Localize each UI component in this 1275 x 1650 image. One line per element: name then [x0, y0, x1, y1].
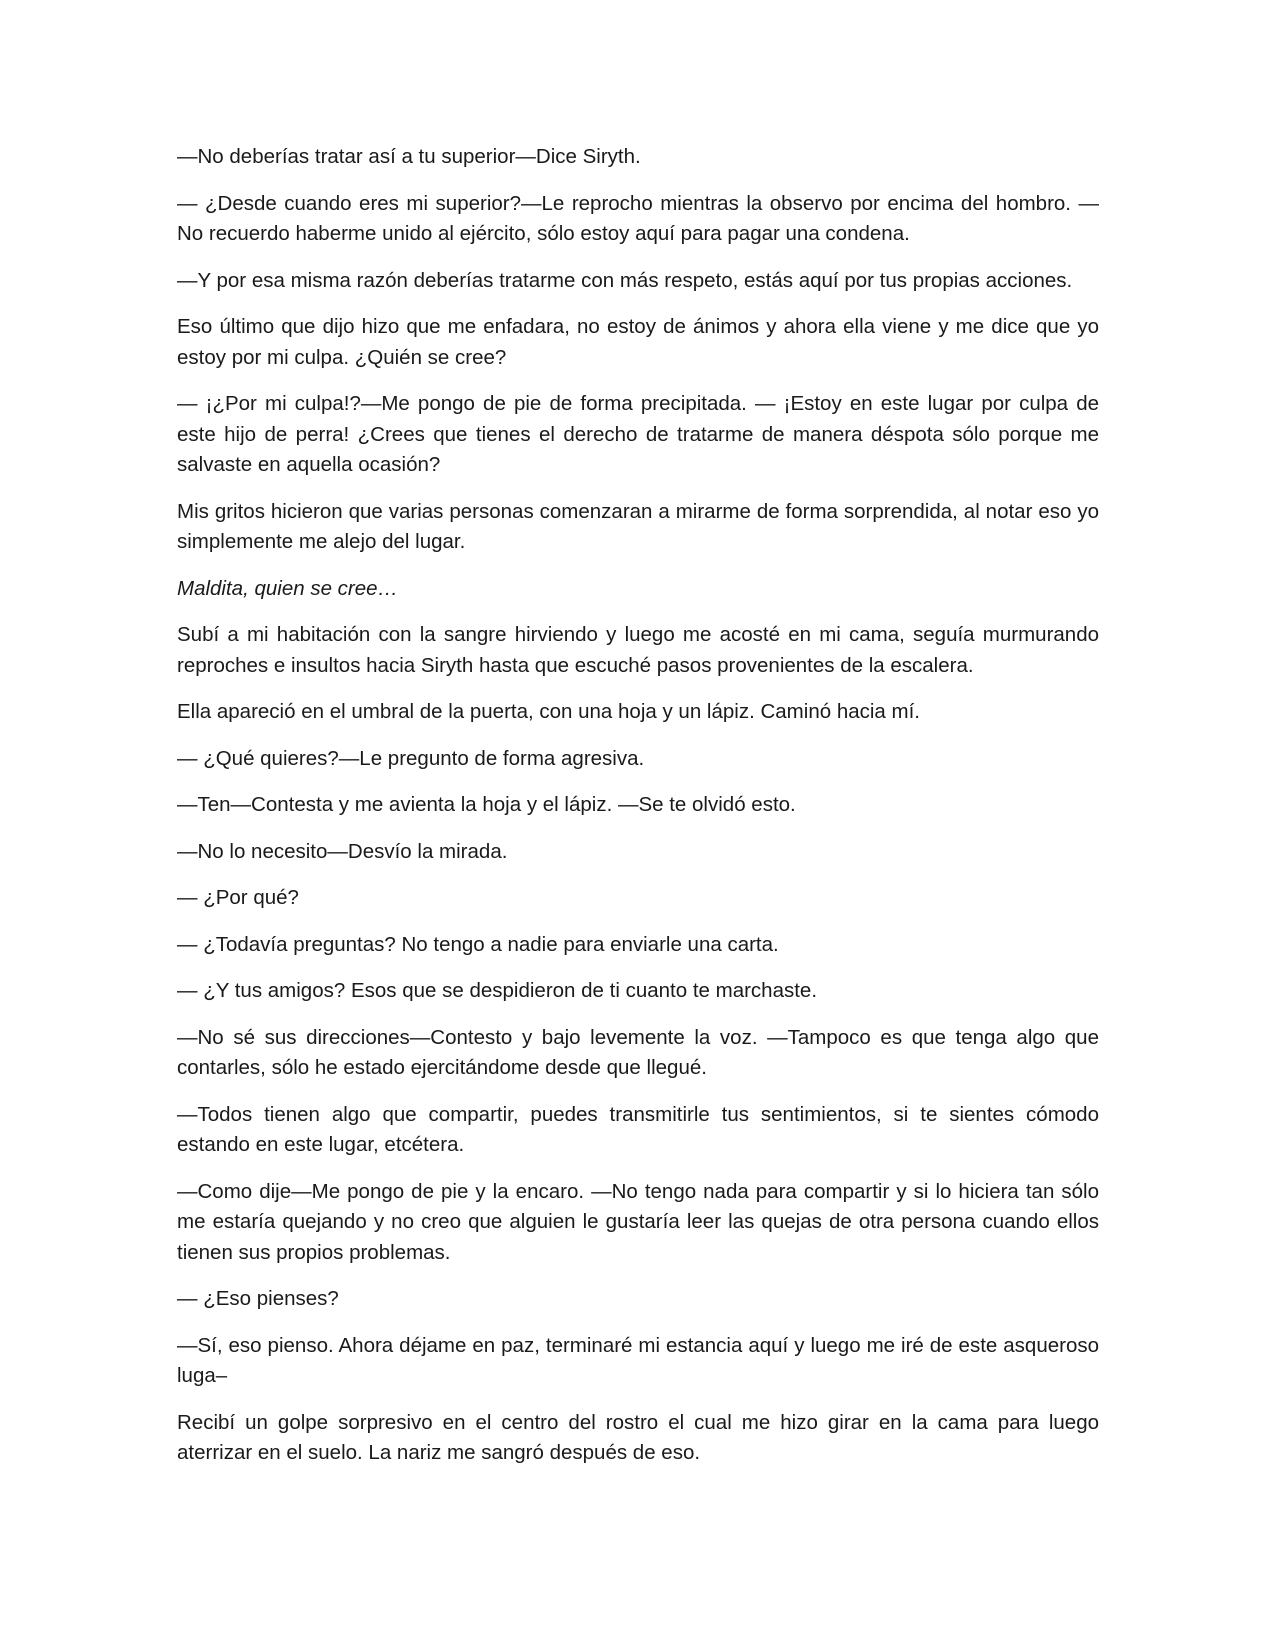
paragraph: — ¿Y tus amigos? Esos que se despidieron de ti cuanto te marchaste. — [177, 979, 818, 1002]
paragraph: — ¿Desde cuando eres mi superior?—Le reprocho mientras la observo por encima del hombro. —No recuerdo haberme unido al ejército, sólo estoy aquí para pagar una condena. — [177, 191, 1099, 245]
paragraph: — ¿Por qué? — [177, 886, 299, 909]
paragraph: —Como dije—Me pongo de pie y la encaro. —No tengo nada para compartir y si lo hiciera tan sólo me estaría quejando y no creo que alguien le gustaría leer las quejas de otra persona cuando ellos tienen sus propios problemas. — [177, 1179, 1099, 1264]
paragraph: —Todos tienen algo que compartir, puedes transmitirle tus sentimientos, si te sientes cómodo estando en este lugar, etcétera. — [177, 1102, 1099, 1156]
paragraph: —No sé sus direcciones—Contesto y bajo levemente la voz. —Tampoco es que tenga algo que contarles, sólo he estado ejercitándome desde que llegué. — [177, 1025, 1099, 1079]
paragraph: Ella apareció en el umbral de la puerta, con una hoja y un lápiz. Caminó hacia mí. — [177, 700, 920, 723]
paragraph: — ¿Qué quieres?—Le pregunto de forma agresiva. — [177, 746, 645, 770]
paragraph: —No lo necesito—Desvío la mirada. — [177, 839, 508, 863]
paragraph: —Ten—Contesta y me avienta la hoja y el lápiz. —Se te olvidó esto. — [177, 793, 796, 816]
document-body — [177, 142, 1099, 1485]
paragraph: — ¿Eso pienses? — [177, 1287, 339, 1310]
paragraph: —No deberías tratar así a tu superior—Dice Siryth. — [177, 145, 641, 168]
paragraph: Subí a mi habitación con la sangre hirviendo y luego me acosté en mi cama, seguía murmurando reproches e insultos hacia Siryth hasta que escuché pasos provenientes de la escalera. — [177, 623, 1099, 677]
paragraph: —Y por esa misma razón deberías tratarme con más respeto, estás aquí por tus propias acciones. — [177, 268, 1073, 292]
paragraph: — ¿Todavía preguntas? No tengo a nadie para enviarle una carta. — [177, 932, 779, 956]
paragraph-italic-thought: Maldita, quien se cree… — [177, 576, 399, 600]
paragraph: Recibí un golpe sorpresivo en el centro del rostro el cual me hizo girar en la cama para luego aterrizar en el suelo. La nariz me sangró después de eso. — [177, 1410, 1099, 1464]
paragraph: —Sí, eso pienso. Ahora déjame en paz, terminaré mi estancia aquí y luego me iré de este asqueroso luga– — [177, 1333, 1099, 1387]
paragraph: Eso último que dijo hizo que me enfadara, no estoy de ánimos y ahora ella viene y me dice que yo estoy por mi culpa. ¿Quién se cree? — [177, 315, 1099, 369]
paragraph: — ¡¿Por mi culpa!?—Me pongo de pie de forma precipitada. — ¡Estoy en este lugar por culpa de este hijo de perra! ¿Crees que tienes el derecho de tratarme de manera déspota sólo porque me salvaste en aquella ocasión? — [177, 392, 1099, 476]
paragraph: Mis gritos hicieron que varias personas comenzaran a mirarme de forma sorprendida, al notar eso yo simplemente me alejo del lugar. — [177, 499, 1099, 553]
